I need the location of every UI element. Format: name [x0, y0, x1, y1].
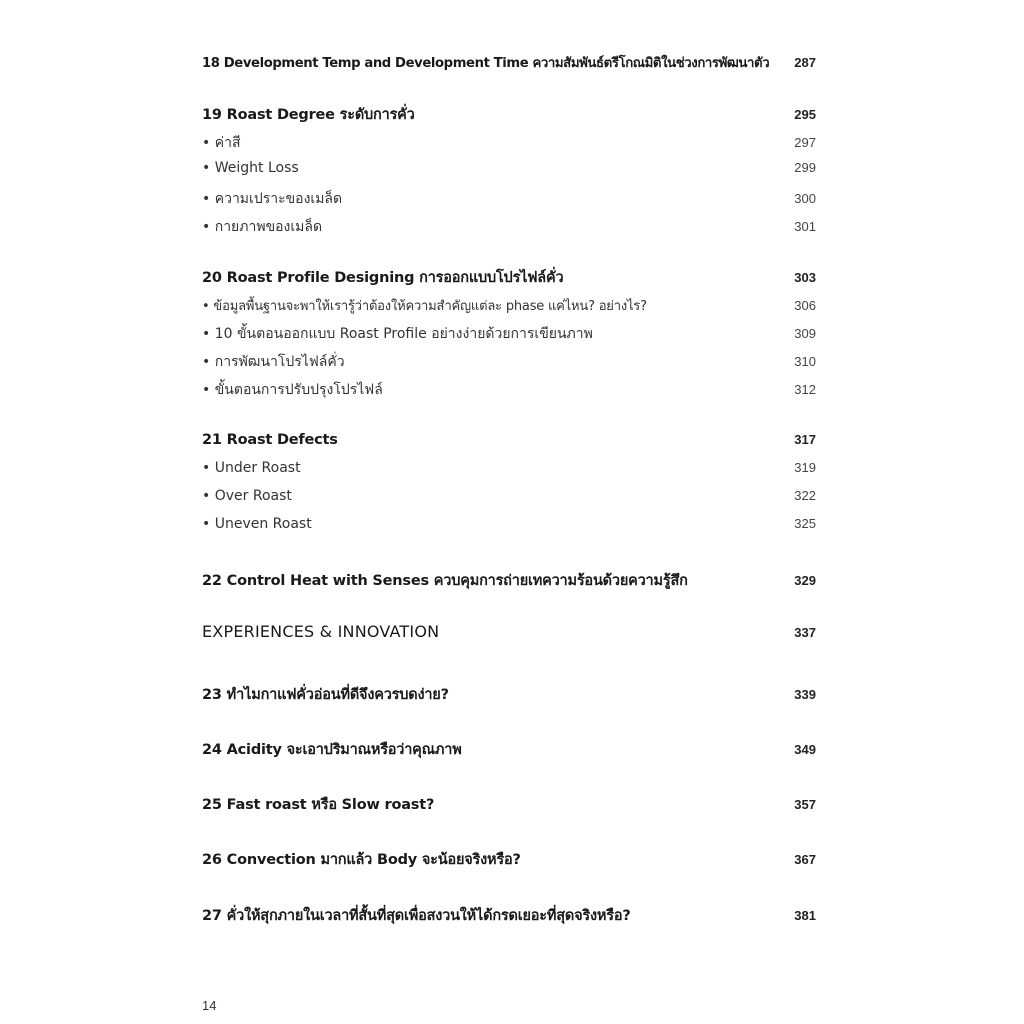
subentry-page: 297	[794, 135, 816, 150]
toc-subentry	[202, 132, 816, 154]
entry-page: 287	[794, 55, 816, 70]
entry-page: 303	[794, 270, 816, 285]
subentry-page: 322	[794, 488, 816, 503]
subentry-page: 319	[794, 460, 816, 475]
section-page: 337	[794, 625, 816, 640]
toc-entry-22	[202, 569, 816, 592]
subentry-page: 301	[794, 219, 816, 234]
toc-entry-25	[202, 793, 816, 816]
subentry-title: • ความเปราะของเมล็ด	[202, 188, 342, 210]
toc-subentry	[202, 460, 816, 476]
toc-subentry	[202, 516, 816, 532]
toc-entry-26	[202, 848, 816, 871]
toc-entry-18	[202, 52, 816, 73]
entry-page: 357	[794, 797, 816, 812]
toc-subentry	[202, 160, 816, 176]
subentry-title: • Weight Loss	[202, 160, 299, 176]
entry-page: 367	[794, 852, 816, 867]
entry-title: 21 Roast Defects	[202, 432, 338, 448]
toc-subentry	[202, 488, 816, 504]
entry-title: 19 Roast Degree ระดับการคั่ว	[202, 107, 415, 123]
entry-title: 24 Acidity จะเอาปริมาณหรือว่าคุณภาพ	[202, 742, 462, 758]
subentry-title: • กายภาพของเมล็ด	[202, 216, 322, 238]
entry-title: 27 คั่วให้สุกภายในเวลาที่สั้นที่สุดเพื่อสงวนให้ได้กรดเยอะที่สุดจริงหรือ?	[202, 908, 631, 924]
toc-subentry	[202, 351, 816, 373]
toc-entry-23	[202, 683, 816, 706]
subentry-title: • ข้อมูลพื้นฐานจะพาให้เรารู้ว่าต้องให้ความสำคัญแต่ละ phase แค่ไหน? อย่างไร?	[202, 295, 647, 316]
entry-title: 18 Development Temp and Development Time ความสัมพันธ์ตรีโกณมิติในช่วงการพัฒนาตัว	[202, 56, 770, 71]
toc-entry-24	[202, 738, 816, 761]
entry-page: 329	[794, 573, 816, 588]
toc-section-heading	[202, 622, 816, 641]
subentry-page: 300	[794, 191, 816, 206]
subentry-title: • 10 ขั้นตอนออกแบบ Roast Profile อย่างง่ายด้วยการเขียนภาพ	[202, 323, 593, 345]
entry-title: 25 Fast roast หรือ Slow roast?	[202, 797, 435, 813]
entry-page: 317	[794, 432, 816, 447]
toc-subentry	[202, 295, 816, 316]
toc-entry-27	[202, 904, 816, 927]
entry-page: 349	[794, 742, 816, 757]
subentry-title: • Uneven Roast	[202, 516, 312, 532]
subentry-title: • Over Roast	[202, 488, 292, 504]
entry-page: 295	[794, 107, 816, 122]
subentry-page: 309	[794, 326, 816, 341]
toc-subentry	[202, 379, 816, 401]
toc-subentry	[202, 323, 816, 345]
page-number: 14	[202, 998, 217, 1013]
section-title: EXPERIENCES & INNOVATION	[202, 622, 440, 641]
subentry-title: • Under Roast	[202, 460, 301, 476]
entry-page: 339	[794, 687, 816, 702]
subentry-title: • ขั้นตอนการปรับปรุงโปรไฟล์	[202, 379, 383, 401]
toc-entry-21	[202, 432, 816, 448]
entry-title: 26 Convection มากแล้ว Body จะน้อยจริงหรือ?	[202, 852, 521, 868]
subentry-page: 312	[794, 382, 816, 397]
subentry-title: • การพัฒนาโปรไฟล์คั่ว	[202, 351, 345, 373]
toc-subentry	[202, 188, 816, 210]
subentry-page: 306	[794, 298, 816, 313]
subentry-page: 325	[794, 516, 816, 531]
toc-entry-20	[202, 266, 816, 289]
subentry-title: • ค่าสี	[202, 132, 241, 154]
subentry-page: 310	[794, 354, 816, 369]
entry-page: 381	[794, 908, 816, 923]
entry-title: 20 Roast Profile Designing การออกแบบโปรไฟล์คั่ว	[202, 270, 564, 286]
toc-subentry	[202, 216, 816, 238]
entry-title: 23 ทำไมกาแฟคั่วอ่อนที่ดีจึงควรบดง่าย?	[202, 687, 449, 703]
toc-entry-19	[202, 103, 816, 126]
subentry-page: 299	[794, 160, 816, 175]
entry-title: 22 Control Heat with Senses ควบคุมการถ่ายเทความร้อนด้วยความรู้สึก	[202, 573, 688, 589]
